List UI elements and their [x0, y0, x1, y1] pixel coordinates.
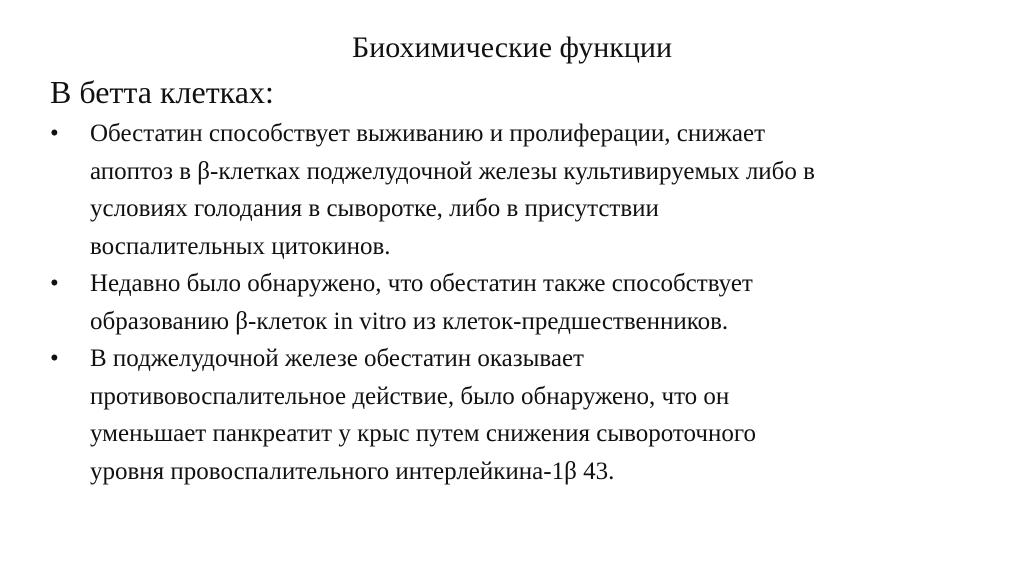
bullet-line: уменьшает панкреатит у крыс путем снижения сывороточного [90, 420, 756, 447]
bullet-marker: • [50, 345, 59, 372]
bullet-line: воспалительных цитокинов. [90, 232, 391, 260]
bullet-line: противовоспалительное действие, было обнаружено, что он [90, 382, 730, 410]
bullet-item [50, 265, 980, 340]
bullet-line: В поджелудочной железе обестатин оказывает [90, 345, 584, 372]
bullet-line: уровня провоспалительного интерлейкина-1β 43. [90, 457, 615, 485]
bullet-line: апоптоз в β-клетках поджелудочной железы культивируемых либо в [90, 157, 815, 185]
bullet-marker: • [50, 270, 59, 297]
bullet-list [50, 115, 980, 490]
bullet-item [50, 115, 980, 265]
bullet-item [50, 340, 980, 490]
bullet-line: условиях голодания в сыворотке, либо в присутствии [90, 195, 659, 222]
bullet-line: образованию β-клеток in vitro из клеток-предшественников. [90, 307, 729, 335]
bullet-line: Обестатин способствует выживанию и пролиферации, снижает [90, 120, 766, 147]
slide-subtitle: В бетта клетках: [50, 74, 274, 110]
slide-title: Биохимические функции [351, 31, 673, 64]
bullet-marker: • [50, 120, 59, 147]
bullet-line: Недавно было обнаружено, что обестатин также способствует [90, 270, 753, 297]
